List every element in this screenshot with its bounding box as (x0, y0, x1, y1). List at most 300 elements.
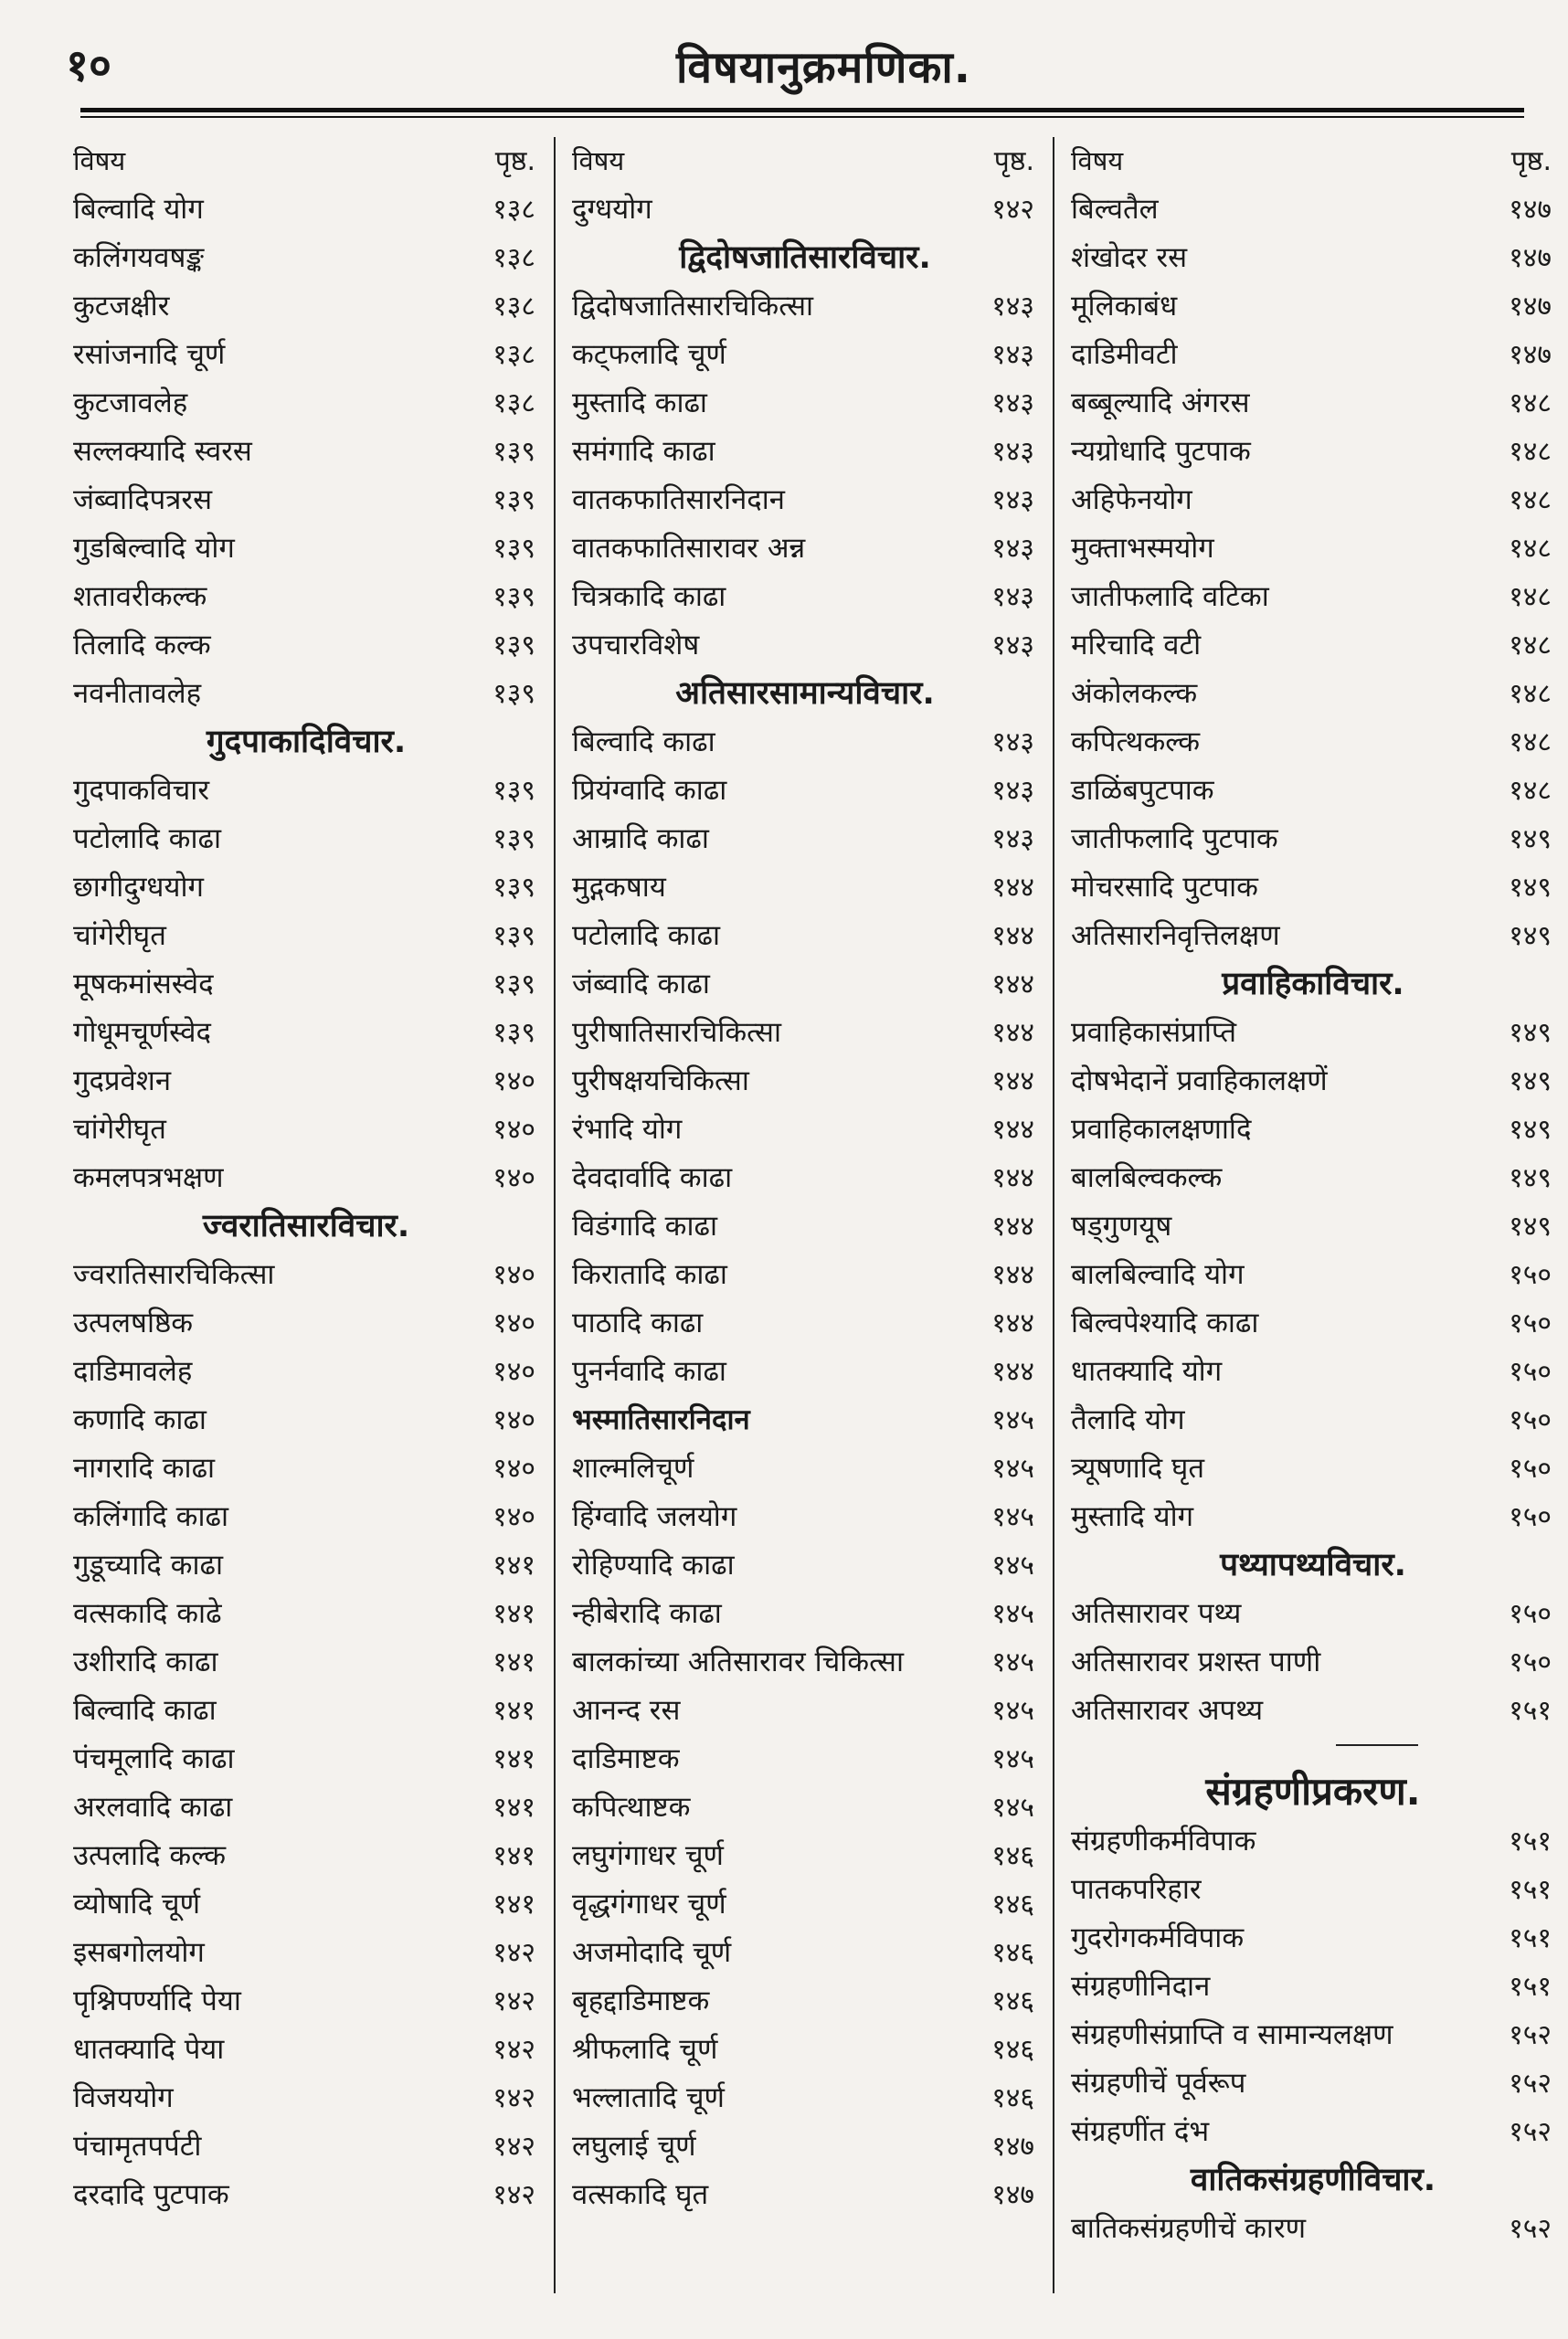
entry-page: १५२ (1509, 2116, 1552, 2148)
index-entry (64, 476, 548, 524)
index-entry (563, 1396, 1047, 1445)
index-entry (64, 379, 548, 428)
entry-page: १५० (1509, 1501, 1552, 1533)
entry-title: कलिंगयवषङ्क (73, 241, 205, 274)
index-entry (64, 1154, 548, 1202)
index-entry (1062, 1914, 1564, 1963)
index-entry (64, 1541, 548, 1590)
index-entry (1062, 1057, 1564, 1106)
section-divider (1062, 1735, 1564, 1759)
entry-title: बृहद्दाडिमाष्टक (572, 1984, 710, 2017)
column-header-subject: विषय (73, 145, 126, 176)
index-entry (563, 1783, 1047, 1832)
entry-page: १४१ (493, 1695, 535, 1727)
entry-title: पंचमूलादि काढा (73, 1742, 235, 1775)
index-entry (563, 2074, 1047, 2122)
index-entry (563, 1493, 1047, 1541)
entry-page: १४४ (991, 1307, 1034, 1339)
entry-title: तिलादि कल्क (73, 629, 211, 661)
entry-page: १५२ (1509, 2068, 1552, 2100)
entry-title: नागरादि काढा (73, 1452, 216, 1485)
page-number: १० (66, 40, 111, 91)
entry-title: हिंग्वादि जलयोग (572, 1500, 737, 1533)
entry-title: वातकफातिसारनिदान (572, 483, 785, 516)
index-entry (1062, 670, 1564, 718)
entry-title: बालकांच्या अतिसारावर चिकित्सा (572, 1646, 904, 1678)
entry-title: पृश्निपर्ण्यादि पेया (73, 1984, 241, 2017)
entry-page: १४२ (493, 1937, 535, 1969)
entry-page: १४९ (1509, 1114, 1552, 1146)
entry-page: १४१ (493, 1889, 535, 1921)
index-entry (64, 1396, 548, 1445)
index-entry (563, 428, 1047, 476)
index-entry (1062, 428, 1564, 476)
entry-title: वत्सकादि घृत (572, 2178, 709, 2211)
index-entry (64, 2026, 548, 2074)
entry-title: मुस्तादि काढा (572, 386, 707, 419)
index-entry (1062, 2205, 1564, 2253)
entry-title: बिल्वादि काढा (572, 725, 715, 758)
index-entry (1062, 1817, 1564, 1866)
entry-title: व्योषादि चूर्ण (73, 1888, 200, 1921)
index-entry (563, 863, 1047, 912)
entry-page: १४५ (991, 1598, 1034, 1630)
entry-title: अतिसारावर पथ्य (1071, 1597, 1242, 1630)
index-entry (1062, 767, 1564, 815)
entry-page: १३९ (493, 872, 535, 904)
index-entry (64, 912, 548, 960)
entry-page: १४१ (493, 1550, 535, 1582)
entry-title: रसांजनादि चूर्ण (73, 338, 226, 371)
entry-page: १४३ (991, 581, 1034, 613)
page-header (0, 0, 1568, 119)
index-entry (563, 331, 1047, 379)
entry-page: १४७ (1509, 194, 1552, 226)
entry-page: १३९ (493, 1017, 535, 1049)
divider-line (1336, 1744, 1418, 1746)
entry-title: शंखोदर रस (1071, 241, 1188, 274)
index-entry (563, 912, 1047, 960)
index-entry (64, 282, 548, 331)
index-entry (1062, 1154, 1564, 1202)
entry-page: १५१ (1509, 1826, 1552, 1857)
index-entry (1062, 234, 1564, 282)
entry-title: गुदपाकविचार (73, 774, 210, 807)
index-entry (64, 1009, 548, 1057)
index-entry (563, 1445, 1047, 1493)
column-divider (554, 137, 556, 2293)
index-entry (64, 1493, 548, 1541)
entry-page: १४१ (493, 1840, 535, 1872)
index-entry (563, 379, 1047, 428)
index-entry (563, 1057, 1047, 1106)
entry-title: वातकफातिसारावर अन्न (572, 532, 806, 565)
entry-page: १५० (1509, 1259, 1552, 1291)
entry-page: १४९ (1509, 1211, 1552, 1243)
entry-page: १४८ (1509, 436, 1552, 468)
column-header-subject: विषय (572, 145, 625, 176)
entry-title: समंगादि काढा (572, 435, 715, 468)
entry-title: चांगेरीघृत (73, 1113, 166, 1146)
entry-page: १४८ (1509, 581, 1552, 613)
index-entry (1062, 815, 1564, 863)
entry-title: मरिचादि वटी (1071, 629, 1202, 661)
entry-title: कुटजक्षीर (73, 290, 170, 323)
entry-page: १३८ (493, 194, 535, 226)
entry-page: १५२ (1509, 2213, 1552, 2245)
entry-page: १४२ (991, 194, 1034, 226)
index-entry (1062, 1202, 1564, 1251)
index-entry (64, 767, 548, 815)
entry-title: अतिसारावर अपथ्य (1071, 1694, 1264, 1727)
entry-title: तैलादि योग (1071, 1403, 1185, 1436)
index-entry (64, 1348, 548, 1396)
index-entry (563, 1687, 1047, 1735)
index-entry (64, 2074, 548, 2122)
index-entry (64, 815, 548, 863)
entry-page: १४५ (991, 1695, 1034, 1727)
entry-page: १५१ (1509, 1874, 1552, 1906)
entry-page: १४९ (1509, 872, 1552, 904)
index-entry (64, 1251, 548, 1299)
entry-title: पातकपरिहार (1071, 1873, 1202, 1906)
entry-title: उशीरादि काढा (73, 1646, 218, 1678)
entry-page: १४० (493, 1404, 535, 1436)
entry-title: जंब्वादिपत्ररस (73, 483, 213, 516)
entry-title: उत्पलादि कल्क (73, 1839, 227, 1872)
column-header-page: पृष्ठ. (494, 145, 535, 177)
entry-title: लघुगंगाधर चूर्ण (572, 1839, 724, 1872)
entry-page: १४३ (991, 775, 1034, 807)
index-entry (563, 1735, 1047, 1783)
column-header-page: पृष्ठ. (993, 145, 1034, 177)
entry-title: गुदरोगकर्मविपाक (1071, 1921, 1245, 1954)
entry-page: १४९ (1509, 920, 1552, 952)
entry-page: १४३ (991, 823, 1034, 855)
section-heading: वातिकसंग्रहणीविचार. (1190, 2162, 1436, 2198)
section-heading: अतिसारसामान्यविचार. (675, 675, 935, 712)
entry-title: मोचरसादि पुटपाक (1071, 871, 1258, 904)
entry-page: १४३ (991, 484, 1034, 516)
entry-page: १३९ (493, 581, 535, 613)
entry-title: अंकोलकल्क (1071, 677, 1198, 710)
index-entry (64, 185, 548, 234)
entry-title: कपित्थकल्क (1071, 725, 1201, 758)
entry-page: १४३ (991, 436, 1034, 468)
entry-page: १४५ (991, 1501, 1034, 1533)
index-entry (1062, 718, 1564, 767)
index-entry (1062, 1963, 1564, 2011)
entry-title: बातिकसंग्रहणीचें कारण (1071, 2212, 1307, 2245)
entry-title: बब्बूल्यादि अंगरस (1071, 386, 1250, 419)
index-entry (563, 1977, 1047, 2026)
entry-page: १४३ (991, 291, 1034, 323)
entry-page: १३९ (493, 920, 535, 952)
entry-title: गुडबिल्वादि योग (73, 532, 235, 565)
index-column-2 (563, 137, 1047, 2302)
entry-page: १४० (493, 1453, 535, 1485)
index-entry (64, 1687, 548, 1735)
entry-title: दरदादि पुटपाक (73, 2178, 229, 2211)
index-entry (64, 234, 548, 282)
entry-page: १४४ (991, 1211, 1034, 1243)
entry-page: १४७ (1509, 339, 1552, 371)
index-entry (1062, 379, 1564, 428)
entry-page: १४७ (1509, 291, 1552, 323)
entry-title: न्हीबेरादि काढा (572, 1597, 722, 1630)
entry-page: १४१ (493, 1598, 535, 1630)
entry-title: पटोलादि काढा (73, 822, 221, 855)
index-entry (64, 1783, 548, 1832)
entry-page: १४२ (493, 1985, 535, 2017)
entry-title: प्रवाहिकालक्षणादि (1071, 1113, 1252, 1146)
entry-page: १४३ (991, 630, 1034, 661)
section-heading: पथ्यापथ्यविचार. (1220, 1547, 1406, 1583)
entry-page: १४१ (493, 1792, 535, 1824)
entry-page: १४१ (493, 1646, 535, 1678)
entry-title: जातीफलादि वटिका (1071, 580, 1269, 613)
index-entry (563, 1929, 1047, 1977)
entry-page: १३९ (493, 775, 535, 807)
entry-title: उपचारविशेष (572, 629, 700, 661)
index-entry (64, 1832, 548, 1880)
index-entry (64, 1880, 548, 1929)
index-entry (563, 815, 1047, 863)
entry-title: भस्मातिसारनिदान (572, 1403, 750, 1436)
entry-page: १३९ (493, 436, 535, 468)
entry-title: जातीफलादि पुटपाक (1071, 822, 1278, 855)
section-heading: संग्रहणीप्रकरण. (1205, 1769, 1421, 1814)
entry-page: १४५ (991, 1792, 1034, 1824)
entry-title: डाळिंबपुटपाक (1071, 774, 1214, 807)
index-entry (64, 1057, 548, 1106)
entry-title: आम्रादि काढा (572, 822, 709, 855)
entry-page: १३९ (493, 823, 535, 855)
entry-title: प्रियंग्वादि काढा (572, 774, 727, 807)
column-header (64, 137, 548, 185)
entry-title: दोषभेदानें प्रवाहिकालक्षणें (1071, 1064, 1328, 1097)
index-entry (64, 1445, 548, 1493)
index-entry (64, 331, 548, 379)
entry-page: १४० (493, 1259, 535, 1291)
index-entry (1062, 1687, 1564, 1735)
index-entry (1062, 1396, 1564, 1445)
column-divider (1053, 137, 1054, 2293)
section-heading: ज्वरातिसारविचार. (202, 1208, 410, 1244)
index-entry (1062, 2011, 1564, 2059)
entry-page: १४४ (991, 1065, 1034, 1097)
entry-page: १४३ (991, 339, 1034, 371)
entry-title: चांगेरीघृत (73, 919, 166, 952)
entry-title: पाठादि काढा (572, 1307, 704, 1339)
entry-title: षड्गुणयूष (1071, 1210, 1172, 1243)
entry-title: प्रवाहिकासंप्राप्ति (1071, 1016, 1237, 1049)
index-entry (64, 1590, 548, 1638)
entry-page: १५० (1509, 1356, 1552, 1388)
index-entry (563, 1251, 1047, 1299)
entry-page: १४५ (991, 1550, 1034, 1582)
entry-page: १५२ (1509, 2019, 1552, 2051)
index-entry (563, 2122, 1047, 2171)
index-entry (1062, 2059, 1564, 2108)
entry-title: बिल्वादि काढा (73, 1694, 217, 1727)
entry-title: विजययोग (73, 2081, 174, 2114)
entry-title: बालबिल्वकल्क (1071, 1161, 1223, 1194)
index-entry (64, 1638, 548, 1687)
entry-title: संग्रहणीकर्मविपाक (1071, 1825, 1256, 1857)
index-entry (1062, 621, 1564, 670)
index-entry (563, 718, 1047, 767)
entry-title: कलिंगादि काढा (73, 1500, 228, 1533)
entry-page: १४६ (991, 1840, 1034, 1872)
index-entry (1062, 331, 1564, 379)
entry-page: १४८ (1509, 630, 1552, 661)
index-entry (1062, 1251, 1564, 1299)
entry-title: छागीदुग्धयोग (73, 871, 204, 904)
index-entry (1062, 1299, 1564, 1348)
entry-title: भल्लातादि चूर्ण (572, 2081, 725, 2114)
entry-page: १४४ (991, 1356, 1034, 1388)
entry-page: १४४ (991, 1259, 1034, 1291)
entry-page: १४७ (1509, 242, 1552, 274)
entry-page: १४१ (493, 1743, 535, 1775)
entry-title: गुदप्रवेशन (73, 1064, 172, 1097)
entry-title: शाल्मलिचूर्ण (572, 1452, 694, 1485)
entry-page: १४९ (1509, 1065, 1552, 1097)
entry-page: १३८ (493, 339, 535, 371)
entry-page: १३९ (493, 630, 535, 661)
index-entry (563, 1106, 1047, 1154)
entry-title: संग्रहणींत दंभ (1071, 2115, 1210, 2148)
entry-page: १४२ (493, 2179, 535, 2211)
entry-title: कुटजावलेह (73, 386, 188, 419)
entry-title: रंभादि योग (572, 1113, 683, 1146)
index-column-3 (1062, 137, 1564, 2302)
header-rule (80, 108, 1524, 112)
index-entry (64, 670, 548, 718)
index-entry (563, 1202, 1047, 1251)
index-entry (563, 767, 1047, 815)
column-header (563, 137, 1047, 185)
entry-page: १४५ (991, 1453, 1034, 1485)
entry-title: वृद्धगंगाधर चूर्ण (572, 1888, 726, 1921)
entry-page: १४५ (991, 1646, 1034, 1678)
entry-title: बालबिल्वादि योग (1071, 1258, 1245, 1291)
entry-title: त्र्यूषणादि घृत (1071, 1452, 1205, 1485)
entry-title: मूलिकाबंध (1071, 290, 1178, 323)
index-entry (1062, 1348, 1564, 1396)
column-header (1062, 137, 1564, 185)
entry-page: १४० (493, 1307, 535, 1339)
entry-title: मूषकमांसस्वेद (73, 968, 214, 1000)
header-rule-thin (80, 116, 1524, 118)
entry-page: १५० (1509, 1307, 1552, 1339)
entry-page: १४८ (1509, 533, 1552, 565)
entry-title: शतावरीकल्क (73, 580, 207, 613)
entry-title: उत्पलषष्ठिक (73, 1307, 194, 1339)
entry-page: १४४ (991, 920, 1034, 952)
entry-page: १४४ (991, 1114, 1034, 1146)
entry-page: १४९ (1509, 1017, 1552, 1049)
index-columns (64, 137, 1552, 2302)
index-entry (64, 524, 548, 573)
index-entry (563, 1832, 1047, 1880)
entry-title: अजमोदादि चूर्ण (572, 1936, 732, 1969)
index-entry (1062, 912, 1564, 960)
entry-title: अतिसारावर प्रशस्त पाणी (1071, 1646, 1321, 1678)
index-entry (1062, 524, 1564, 573)
column-header-page: पृष्ठ. (1510, 145, 1552, 177)
entry-page: १४८ (1509, 678, 1552, 710)
index-entry (1062, 1106, 1564, 1154)
entry-title: गुडूच्यादि काढा (73, 1549, 223, 1582)
entry-page: १४७ (991, 2131, 1034, 2163)
index-entry (64, 1929, 548, 1977)
entry-page: १४० (493, 1501, 535, 1533)
entry-page: १४७ (991, 2179, 1034, 2211)
entry-title: चित्रकादि काढा (572, 580, 726, 613)
entry-page: १४८ (1509, 387, 1552, 419)
entry-title: मुद्गकषाय (572, 871, 666, 904)
index-entry (563, 960, 1047, 1009)
index-entry (64, 573, 548, 621)
entry-title: लघुलाई चूर्ण (572, 2130, 696, 2163)
entry-page: १४६ (991, 1985, 1034, 2017)
index-entry (563, 1880, 1047, 1929)
index-entry (563, 1590, 1047, 1638)
entry-title: रोहिण्यादि काढा (572, 1549, 735, 1582)
entry-title: ज्वरातिसारचिकित्सा (73, 1258, 275, 1291)
entry-page: १४२ (493, 2034, 535, 2066)
entry-title: दाडिमाष्टक (572, 1742, 680, 1775)
entry-page: १४८ (1509, 726, 1552, 758)
entry-page: १४० (493, 1114, 535, 1146)
entry-title: जंब्वादि काढा (572, 968, 710, 1000)
entry-page: १४५ (991, 1404, 1034, 1436)
entry-page: १४६ (991, 1889, 1034, 1921)
entry-page: १३९ (493, 533, 535, 565)
entry-page: १५१ (1509, 1922, 1552, 1954)
entry-title: नवनीतावलेह (73, 677, 202, 710)
entry-page: १४६ (991, 1937, 1034, 1969)
entry-title: किरातादि काढा (572, 1258, 727, 1291)
entry-page: १४४ (991, 1017, 1034, 1049)
index-entry (563, 1009, 1047, 1057)
entry-title: देवदार्वादि काढा (572, 1161, 733, 1194)
entry-page: १४० (493, 1162, 535, 1194)
entry-title: सल्लक्यादि स्वरस (73, 435, 252, 468)
index-entry (1062, 476, 1564, 524)
index-entry (1062, 1866, 1564, 1914)
entry-page: १३८ (493, 387, 535, 419)
entry-title: बिल्वपेश्यादि काढा (1071, 1307, 1259, 1339)
entry-page: १४० (493, 1356, 535, 1388)
entry-title: दाडिमावलेह (73, 1355, 193, 1388)
index-entry (64, 1977, 548, 2026)
index-entry (563, 1154, 1047, 1202)
entry-page: १५० (1509, 1646, 1552, 1678)
entry-title: दुग्धयोग (572, 193, 652, 226)
index-entry (1062, 1590, 1564, 1638)
index-entry (1062, 2108, 1564, 2156)
entry-title: पटोलादि काढा (572, 919, 720, 952)
entry-title: गोधूमचूर्णस्वेद (73, 1016, 211, 1049)
entry-title: कणादि काढा (73, 1403, 207, 1436)
index-entry (563, 1638, 1047, 1687)
entry-page: १४४ (991, 968, 1034, 1000)
entry-title: संग्रहणीनिदान (1071, 1970, 1211, 2003)
entry-title: बिल्वतैल (1071, 193, 1159, 226)
